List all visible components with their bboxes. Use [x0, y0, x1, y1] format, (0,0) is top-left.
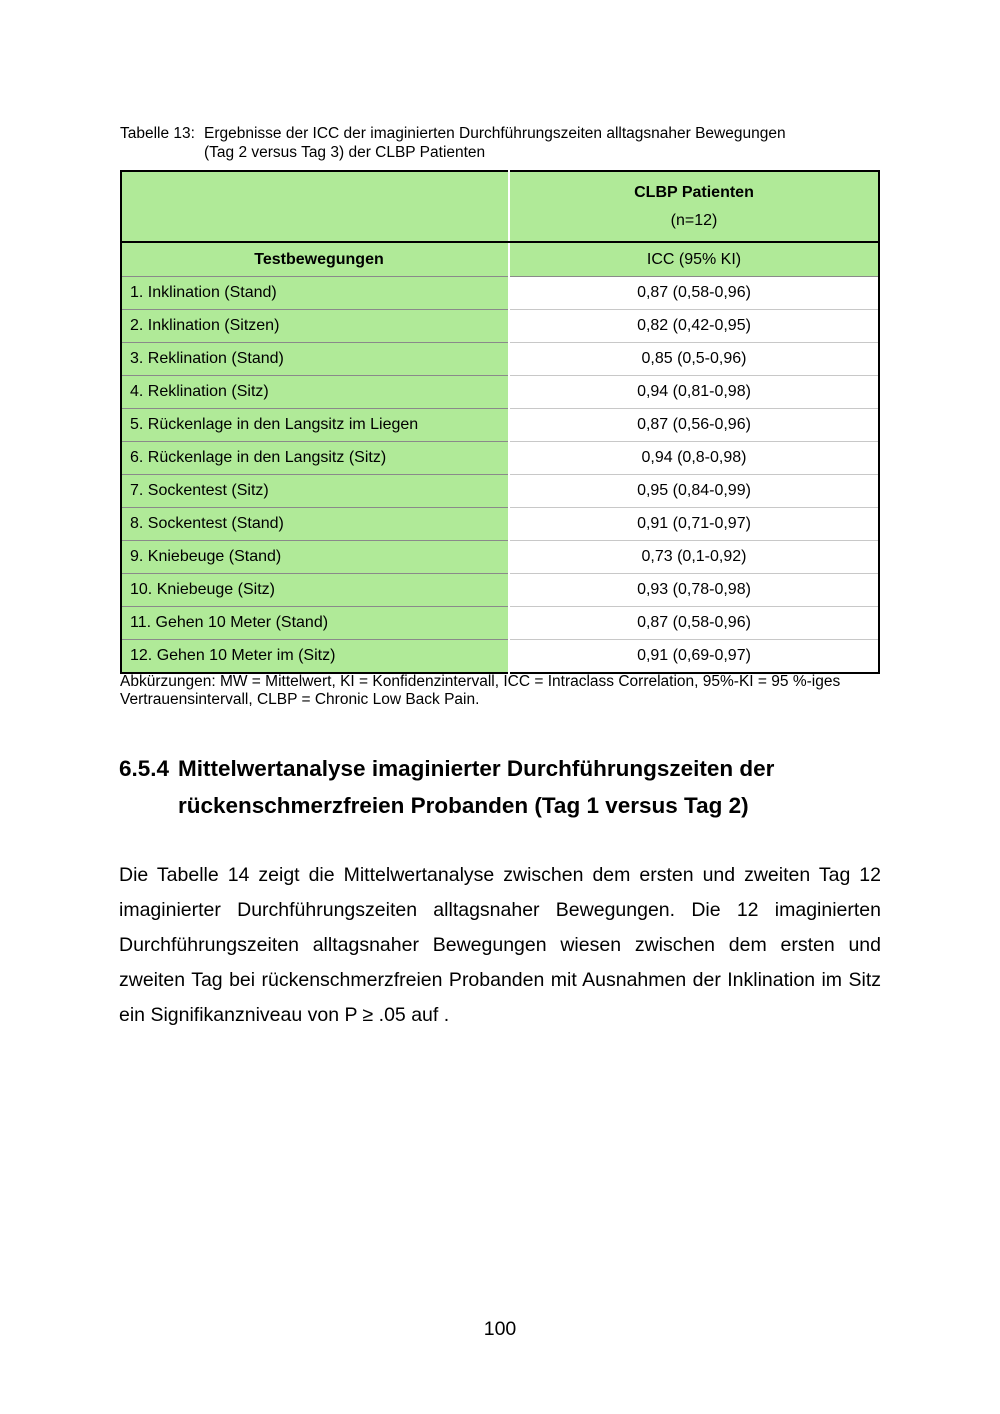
body-paragraph: Die Tabelle 14 zeigt die Mittelwertanalyse zwischen dem ersten und zweiten Tag 12 imaginierter Durchführungszeiten alltagsnaher Bewegungen. Die 12 imaginierten Durchführungszeiten alltagsnaher Bewegungen wiesen zwischen dem ersten und zweiten Tag bei rückenschmerzfreien Probanden mit Ausnahmen der Inklination im Sitz ein Signifikanzniveau von P ≥ .05 auf .	[119, 864, 881, 1026]
row-value: 0,73 (0,1-0,92)	[509, 541, 879, 574]
table-row	[121, 475, 879, 508]
table-caption	[120, 124, 880, 162]
section-number: 6.5.4	[119, 756, 170, 781]
row-label: 10. Kniebeuge (Sitz)	[121, 574, 509, 607]
page-number: 100	[483, 1318, 517, 1340]
row-value: 0,95 (0,84-0,99)	[509, 475, 879, 508]
table-column-header-row	[121, 242, 879, 277]
table-row	[121, 541, 879, 574]
column-header-icc: ICC (95% KI)	[509, 242, 879, 277]
caption-line-1	[120, 124, 880, 143]
row-label: 12. Gehen 10 Meter im (Sitz)	[121, 640, 509, 674]
row-value: 0,91 (0,69-0,97)	[509, 640, 879, 674]
row-label: 6. Rückenlage in den Langsitz (Sitz)	[121, 442, 509, 475]
header-group-cell	[509, 171, 879, 242]
table-row	[121, 310, 879, 343]
row-label: 4. Reklination (Sitz)	[121, 376, 509, 409]
row-value: 0,94 (0,8-0,98)	[509, 442, 879, 475]
header-empty-cell	[121, 171, 509, 242]
table-row	[121, 607, 879, 640]
row-label: 2. Inklination (Sitzen)	[121, 310, 509, 343]
row-value: 0,93 (0,78-0,98)	[509, 574, 879, 607]
section-title-2: rückenschmerzfreien Probanden (Tag 1 versus Tag 2)	[178, 793, 749, 818]
row-label: 9. Kniebeuge (Stand)	[121, 541, 509, 574]
caption-text-2: (Tag 2 versus Tag 3) der CLBP Patienten	[204, 144, 486, 161]
row-value: 0,85 (0,5-0,96)	[509, 343, 879, 376]
row-label: 5. Rückenlage in den Langsitz im Liegen	[121, 409, 509, 442]
group-n: (n=12)	[670, 211, 718, 229]
row-value: 0,87 (0,58-0,96)	[509, 607, 879, 640]
row-label: 1. Inklination (Stand)	[121, 277, 509, 310]
section-heading	[119, 750, 889, 824]
row-label: 11. Gehen 10 Meter (Stand)	[121, 607, 509, 640]
table-header-group-row	[121, 171, 879, 242]
table-row	[121, 574, 879, 607]
row-value: 0,87 (0,58-0,96)	[509, 277, 879, 310]
section-title-1: Mittelwertanalyse imaginierter Durchführungszeiten der	[178, 756, 775, 781]
row-label: 3. Reklination (Stand)	[121, 343, 509, 376]
table-row	[121, 277, 879, 310]
row-value: 0,82 (0,42-0,95)	[509, 310, 879, 343]
group-title: CLBP Patienten	[634, 183, 754, 201]
caption-label: Tabelle 13:	[120, 125, 195, 142]
table-row	[121, 343, 879, 376]
table-row	[121, 508, 879, 541]
table-row	[121, 640, 879, 674]
table-row	[121, 409, 879, 442]
column-header-movement: Testbewegungen	[121, 242, 509, 277]
table-row	[121, 376, 879, 409]
row-value: 0,94 (0,81-0,98)	[509, 376, 879, 409]
table-footnote: Abkürzungen: MW = Mittelwert, KI = Konfidenzintervall, ICC = Intraclass Correlation, 95%-KI = 95 %-iges Vertrauensintervall, CLBP = Chronic Low Back Pain.	[120, 673, 841, 708]
row-label: 8. Sockentest (Stand)	[121, 508, 509, 541]
row-value: 0,91 (0,71-0,97)	[509, 508, 879, 541]
icc-table	[120, 170, 880, 674]
row-label: 7. Sockentest (Sitz)	[121, 475, 509, 508]
row-value: 0,87 (0,56-0,96)	[509, 409, 879, 442]
section-heading-line-1	[119, 750, 889, 787]
caption-text-1: Ergebnisse der ICC der imaginierten Durchführungszeiten alltagsnaher Bewegungen	[204, 125, 786, 142]
table-row	[121, 442, 879, 475]
